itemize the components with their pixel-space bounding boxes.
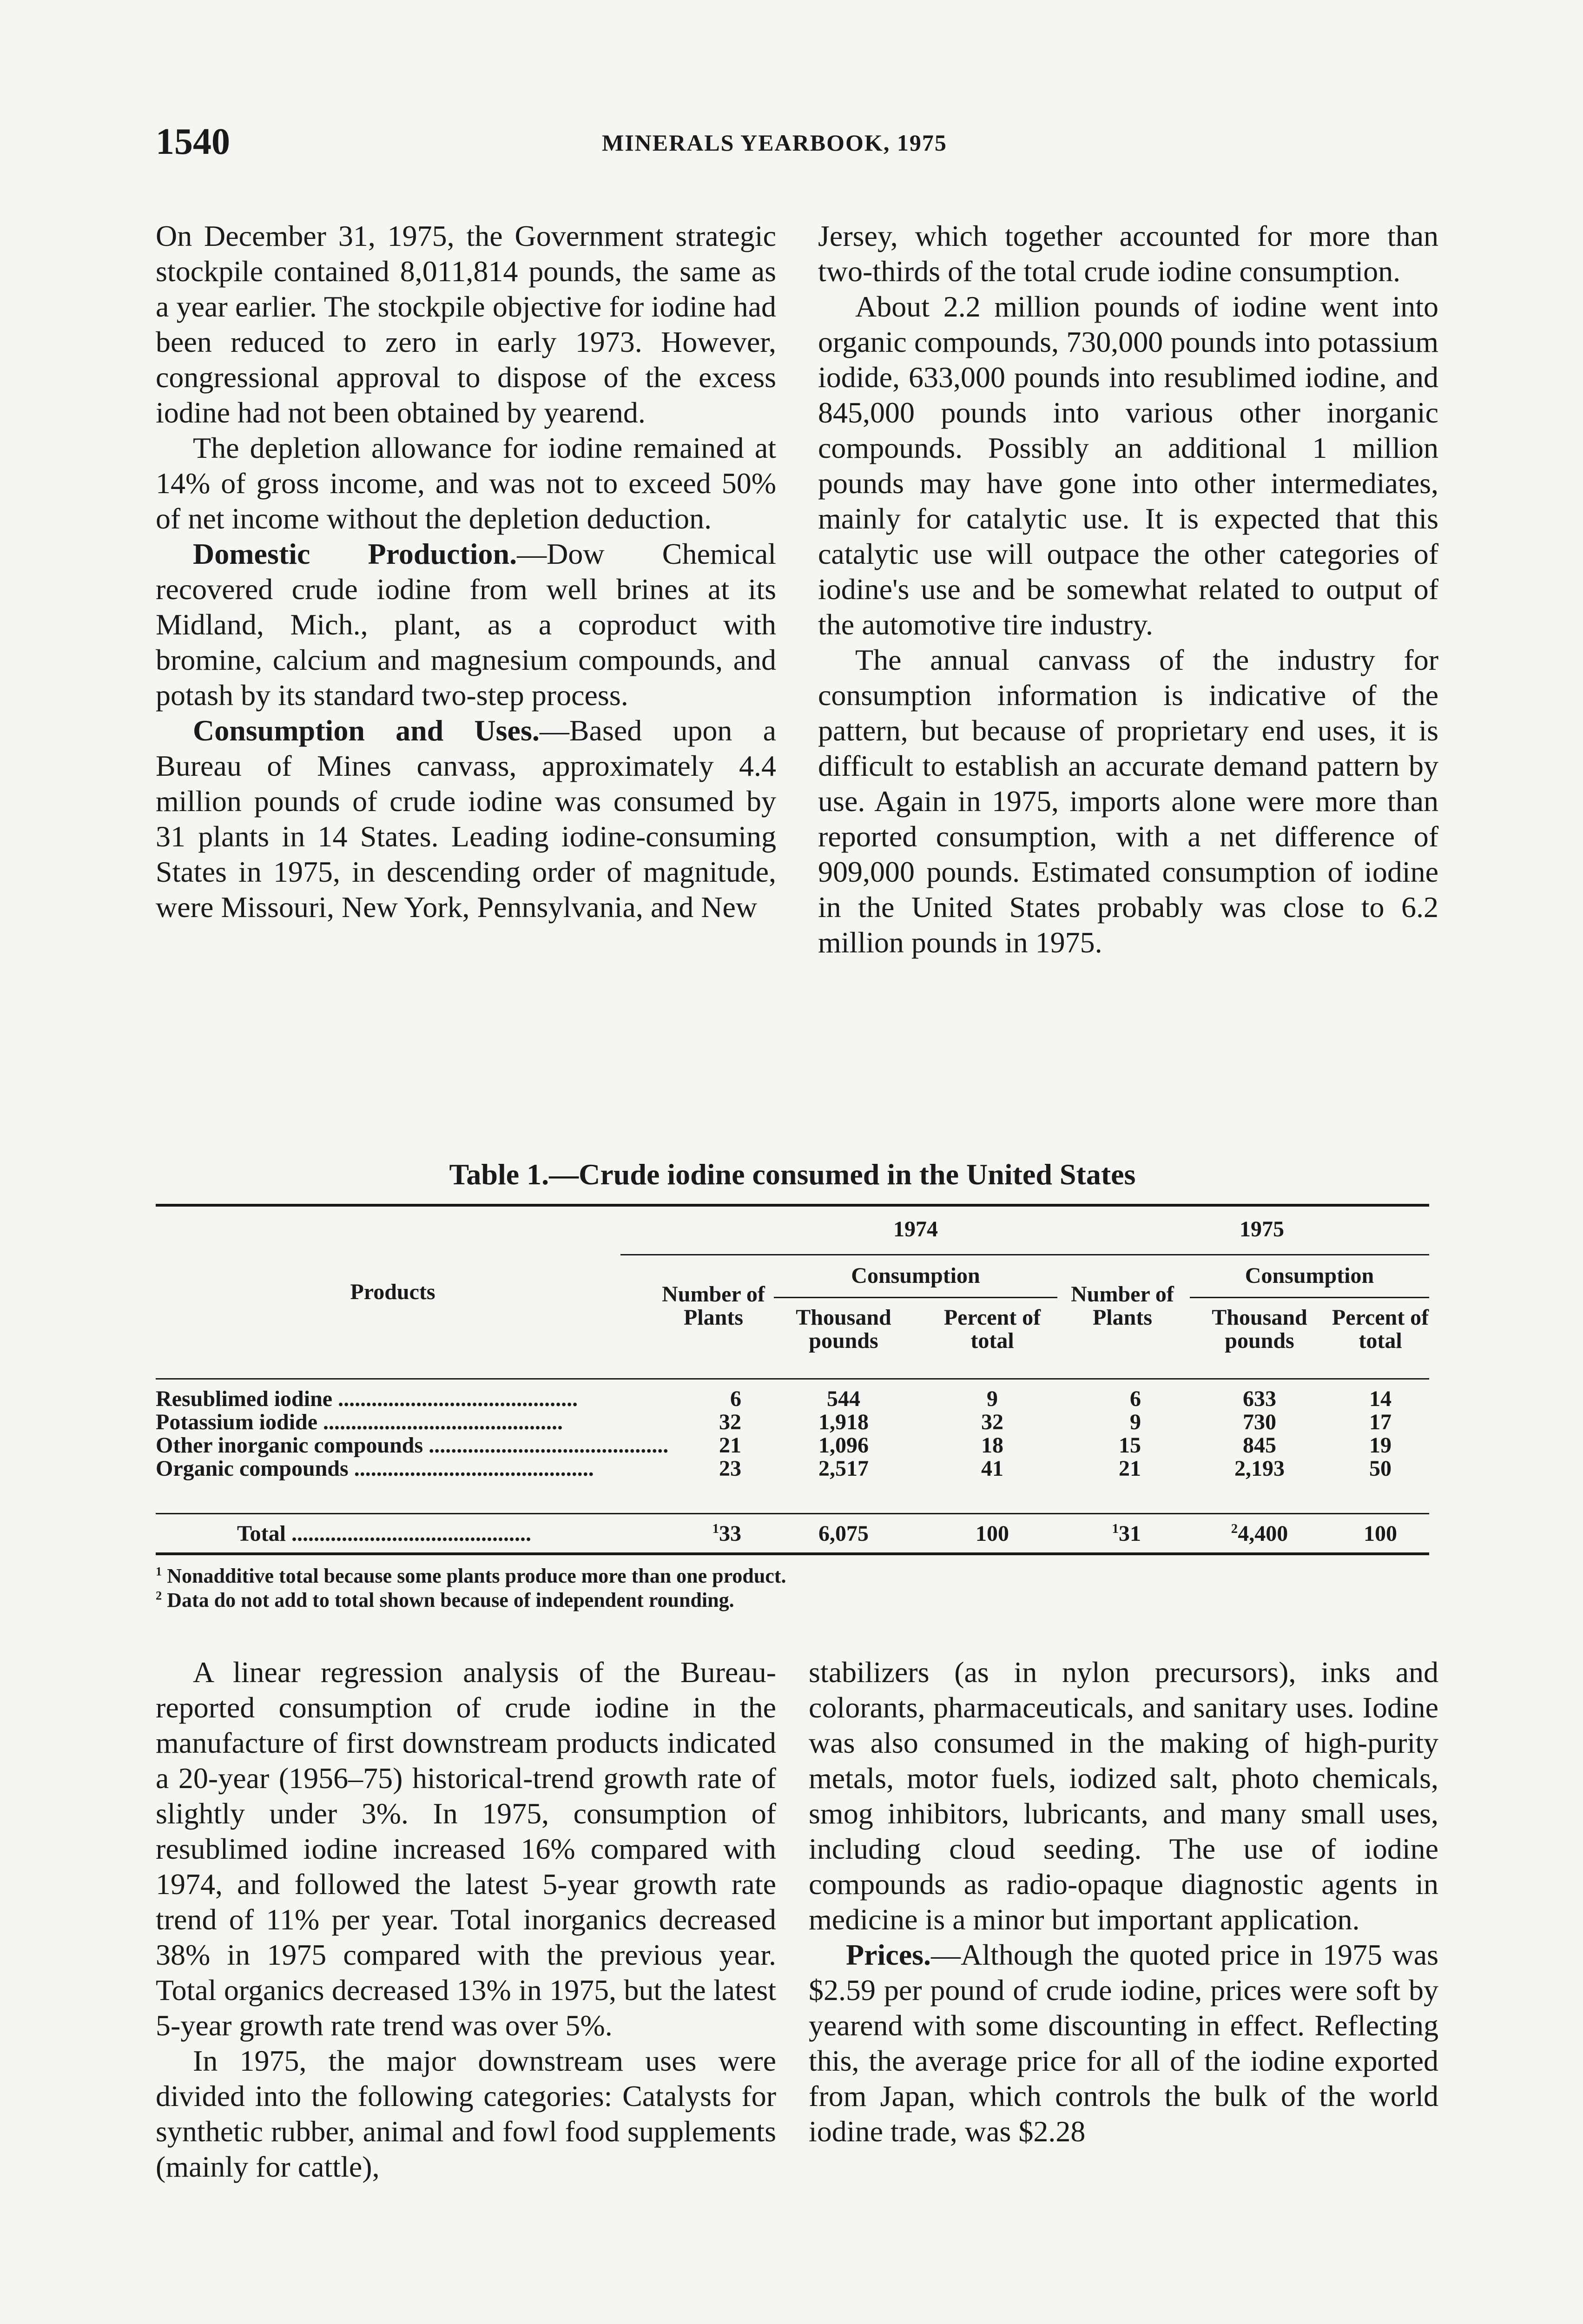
col-header-thousand-pounds-1975: Thousand pounds	[1212, 1305, 1307, 1353]
footnote-mark: 2	[156, 1588, 162, 1603]
table-rule	[156, 1204, 1429, 1207]
section-heading: Consumption and Uses.	[193, 714, 540, 747]
col-header-thousand-pounds-1974: Thousand pounds	[796, 1305, 891, 1353]
cell	[1062, 1522, 1141, 1545]
cell: 1,096	[818, 1433, 869, 1458]
paragraph: Jersey, which together accounted for more than two-thirds of the total crude iodine consumption.	[818, 219, 1438, 288]
page-header	[156, 121, 1429, 172]
footnote	[156, 1588, 1429, 1612]
cell: 100	[976, 1521, 1009, 1546]
col-header-percent-1974: Percent of total	[943, 1305, 1041, 1353]
cell: 633	[1243, 1386, 1276, 1411]
product-name: Other inorganic compounds	[156, 1433, 423, 1458]
cell: 32	[981, 1410, 1003, 1434]
col-header-percent-1975: Percent of total	[1332, 1305, 1429, 1353]
cell: 845	[1243, 1433, 1276, 1458]
cell: 730	[1243, 1410, 1276, 1434]
cell: 32	[719, 1410, 741, 1434]
product-name: Organic compounds	[156, 1456, 349, 1481]
cell: 2,193	[1234, 1456, 1285, 1481]
cell: 1,918	[818, 1410, 869, 1434]
footnote-ref: 1	[712, 1521, 719, 1536]
cell: 100	[1364, 1521, 1397, 1546]
paragraph-text: —Although the quoted price in 1975 was $2.59 per pound of crude iodine, prices were soft by yearend with some discounting in effect. Reflecting this, the average price for all of the iodine exported from Japan, which controls the bulk of the world iodine trade, was $2.28	[809, 1938, 1438, 2148]
consumption-table	[156, 1204, 1429, 1557]
paragraph: In 1975, the major downstream uses were divided into the following categories: Catalysts for synthetic rubber, animal and fowl food supplements (mainly for cattle),	[156, 2044, 776, 2183]
right-column-top	[818, 218, 1438, 960]
footnote-mark: 1	[156, 1564, 162, 1578]
paragraph-text: —Based upon a Bureau of Mines canvass, approximately 4.4 million pounds of crude iodine was consumed by 31 plants in 14 States. Leading iodine-consuming States in 1975, in descending order of magnitude, were Missouri, New York, Pennsylvania, and New	[156, 714, 776, 924]
cell: 23	[719, 1456, 741, 1481]
col-header-plants-1975: Number of Plants	[1071, 1282, 1174, 1330]
footnote	[156, 1564, 1429, 1588]
cell: 17	[1369, 1410, 1392, 1434]
page-number: 1540	[156, 121, 230, 162]
cell: 18	[981, 1433, 1003, 1458]
footnote-ref: 2	[1231, 1521, 1238, 1536]
paragraph: The depletion allowance for iodine remained at 14% of gross income, and was not to exceed 50% of net income without the depletion deduction.	[156, 431, 776, 535]
year-header-1974: 1974	[893, 1217, 938, 1241]
row-label	[156, 1387, 639, 1411]
cell: 544	[827, 1386, 860, 1411]
paragraph: stabilizers (as in nylon precursors), inks and colorants, pharmaceuticals, and sanitary uses. Iodine was also consumed in the making of high-purity metals, motor fuels, iodized salt, photo chemicals, smog inhibitors, lubricants, and many small uses, including cloud seeding. The use of iodine compounds as radio-opaque diagnostic agents in medicine is a minor but important application.	[809, 1656, 1438, 1936]
paragraph-text: —Dow Chemical recovered crude iodine from well brines at its Midland, Mich., plant, as a coproduct with bromine, calcium and magnesium compounds, and potash by its standard two-step process.	[156, 537, 776, 712]
running-head: MINERALS YEARBOOK, 1975	[602, 130, 947, 156]
cell	[658, 1522, 741, 1545]
table-rule	[620, 1254, 1429, 1255]
col-header-consumption-1975: Consumption	[1245, 1263, 1374, 1288]
product-name: Resublimed iodine	[156, 1386, 333, 1411]
paragraph-domestic-production	[156, 536, 776, 713]
row-label	[156, 1433, 669, 1458]
cell: 9	[987, 1386, 998, 1411]
footnote-text: Nonadditive total because some plants produce more than one product.	[167, 1565, 786, 1587]
row-label	[237, 1522, 639, 1545]
total-label: Total	[237, 1521, 286, 1546]
product-name: Potassium iodide	[156, 1410, 318, 1434]
cell: 50	[1369, 1456, 1392, 1481]
cell: 14	[1369, 1386, 1392, 1411]
cell: 2,517	[818, 1456, 869, 1481]
cell: 6,075	[818, 1521, 869, 1546]
table-rule	[156, 1378, 1429, 1380]
table-footnotes	[156, 1564, 1429, 1612]
cell: 41	[981, 1456, 1003, 1481]
paragraph: On December 31, 1975, the Government strategic stockpile contained 8,011,814 pounds, the same as a year earlier. The stockpile objective for iodine had been reduced to zero in early 1973. However, congressional approval to dispose of the excess iodine had not been obtained by yearend.	[156, 219, 776, 429]
table-rule	[774, 1297, 1057, 1298]
cell-value: 31	[1119, 1521, 1141, 1546]
paragraph: A linear regression analysis of the Bureau-reported consumption of crude iodine in the manufacture of first downstream products indicated a 20-year (1956–75) historical-trend growth rate of slightly under 3%. In 1975, consumption of resublimed iodine increased 16% compared with 1974, and followed the latest 5-year growth rate trend of 11% per year. Total inorganics decreased 38% in 1975 compared with the previous year. Total organics decreased 13% in 1975, but the latest 5-year growth rate trend was over 5%.	[156, 1656, 776, 2042]
cell: 6	[1130, 1386, 1141, 1411]
leader-dots: ...........................................	[429, 1433, 669, 1458]
leader-dots: ...........................................	[354, 1456, 594, 1481]
section-heading: Domestic Production.	[193, 537, 517, 570]
col-header-products: Products	[350, 1280, 435, 1304]
paragraph-consumption-uses	[156, 713, 776, 925]
left-column-top	[156, 218, 776, 925]
cell	[1190, 1522, 1329, 1545]
table-title: Table 1.—Crude iodine consumed in the United States	[449, 1158, 1136, 1191]
table-rule	[1190, 1297, 1429, 1298]
leader-dots: ...........................................	[323, 1410, 563, 1434]
cell: 21	[719, 1433, 741, 1458]
leader-dots: ...........................................	[338, 1386, 578, 1411]
row-label	[156, 1457, 639, 1480]
cell: 19	[1369, 1433, 1392, 1458]
paragraph: About 2.2 million pounds of iodine went into organic compounds, 730,000 pounds into potassium iodide, 633,000 pounds into resublimed iodine, and 845,000 pounds into various other inorganic compounds. Possibly an additional 1 million pounds may have gone into other intermediates, mainly for catalytic use. It is expected that this catalytic use will outpace the other categories of iodine's use and be somewhat related to output of the automotive tire industry.	[818, 290, 1438, 641]
cell: 21	[1119, 1456, 1141, 1481]
cell: 15	[1119, 1433, 1141, 1458]
cell: 6	[730, 1386, 741, 1411]
table-rule	[156, 1552, 1429, 1555]
right-column-bottom	[809, 1655, 1438, 2149]
col-header-consumption-1974: Consumption	[851, 1263, 980, 1288]
cell: 9	[1130, 1410, 1141, 1434]
paragraph: The annual canvass of the industry for consumption information is indicative of the pattern, but because of proprietary end uses, it is difficult to establish an accurate demand pattern by use. Again in 1975, imports alone were more than reported consumption, with a net difference of 909,000 pounds. Estimated consumption of iodine in the United States probably was close to 6.2 million pounds in 1975.	[818, 643, 1438, 959]
cell-value: 4,400	[1238, 1521, 1288, 1546]
cell-value: 33	[719, 1521, 741, 1546]
footnote-text: Data do not add to total shown because of independent rounding.	[167, 1589, 734, 1611]
col-header-plants-1974: Number of Plants	[662, 1282, 765, 1330]
left-column-bottom	[156, 1655, 776, 2185]
leader-dots: ...........................................	[291, 1521, 531, 1546]
table-rule	[156, 1513, 1429, 1514]
section-heading: Prices.	[846, 1938, 931, 1971]
footnote-ref: 1	[1112, 1521, 1119, 1536]
paragraph-prices	[809, 1937, 1438, 2149]
year-header-1975: 1975	[1240, 1217, 1284, 1241]
row-label	[156, 1411, 639, 1434]
